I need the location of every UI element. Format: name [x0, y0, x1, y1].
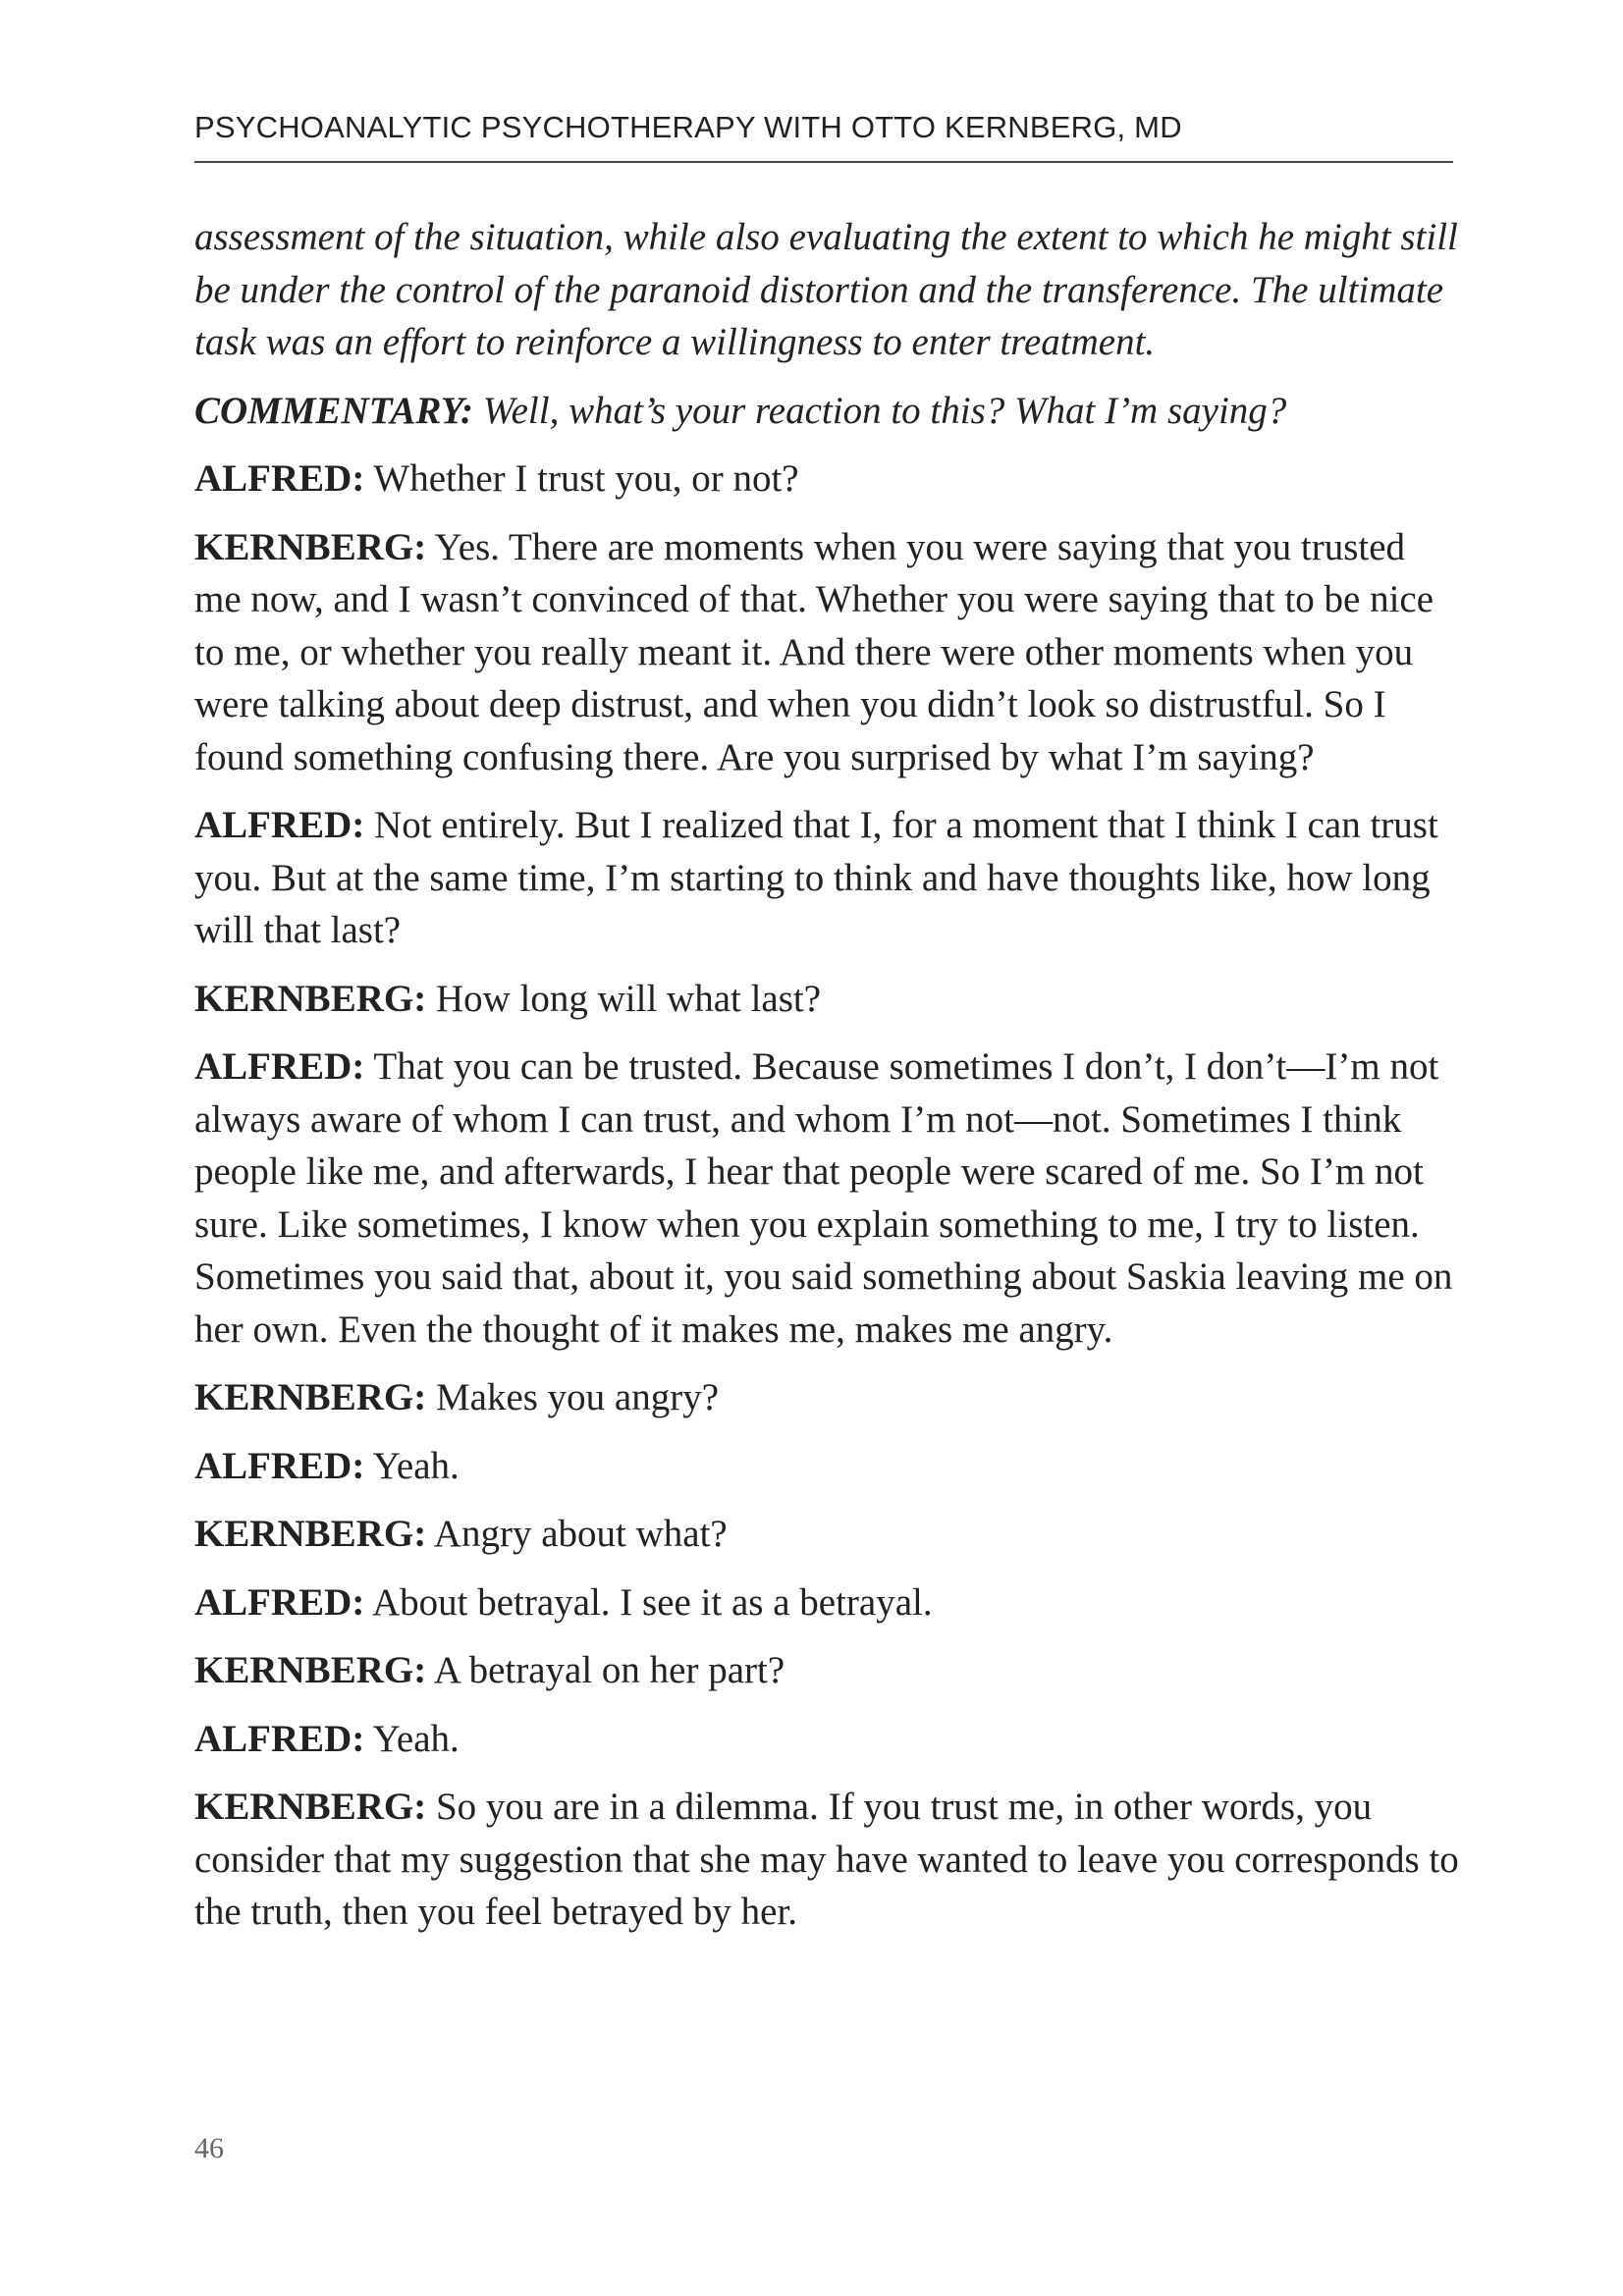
speaker-label: ALFRED:	[194, 1444, 365, 1487]
dialogue-line	[194, 453, 1461, 506]
dialogue-line	[194, 1041, 1461, 1356]
dialogue-line	[194, 799, 1461, 957]
dialogue-text: Yeah.	[364, 1444, 460, 1487]
dialogue-text: How long will what last?	[426, 977, 822, 1020]
dialogue-line	[194, 973, 1461, 1026]
speaker-label: ALFRED:	[194, 457, 365, 500]
speaker-label: KERNBERG:	[194, 1649, 427, 1691]
speaker-label: ALFRED:	[194, 1580, 365, 1624]
speaker-label: KERNBERG:	[194, 1376, 427, 1418]
dialogue-line	[194, 1781, 1461, 1939]
running-head: PSYCHOANALYTIC PSYCHOTHERAPY WITH OTTO KERNBERG, MD	[194, 108, 1453, 163]
commentary-label: COMMENTARY:	[194, 389, 473, 432]
speaker-label: KERNBERG:	[194, 1786, 427, 1828]
dialogue-line	[194, 1644, 1461, 1697]
dialogue-text: A betrayal on her part?	[426, 1649, 785, 1691]
dialogue-line	[194, 1576, 1461, 1629]
dialogue-text: Yes. There are moments when you were saying that you trusted me now, and I wasn’t convinced of that. Whether you were saying that to be nice to me, or whether you really meant it. And there were other moments when you were talking about deep distrust, and when you didn’t look so distrustful. So I found something confusing there. Are you surprised by what I’m saying?	[194, 525, 1434, 778]
speaker-label: ALFRED:	[194, 804, 365, 846]
dialogue-text: That you can be trusted. Because sometimes I don’t, I don’t—I’m not always aware of whom I can trust, and whom I’m not—not. Sometimes I think people like me, and afterwards, I hear that people were scared of me. So I’m not sure. Like sometimes, I know when you explain something to me, I try to listen. Sometimes you said that, about it, you said something about Saskia leaving me on her own. Even the thought of it makes me, makes me angry.	[194, 1045, 1453, 1351]
dialogue-text: Makes you angry?	[426, 1376, 720, 1418]
body-text	[194, 211, 1461, 1954]
page-number: 46	[194, 2132, 224, 2164]
commentary-paragraph	[194, 385, 1461, 438]
dialogue-line	[194, 521, 1461, 784]
speaker-label: ALFRED:	[194, 1045, 365, 1088]
commentary-text: Well, what’s your reaction to this? What I’m saying?	[472, 389, 1287, 432]
dialogue-text: So you are in a dilemma. If you trust me, in other words, you consider that my suggestion that she may have wanted to leave you corresponds to the truth, then you feel betrayed by her.	[194, 1786, 1459, 1933]
speaker-label: ALFRED:	[194, 1717, 365, 1760]
speaker-label: KERNBERG:	[194, 977, 427, 1020]
dialogue-line	[194, 1508, 1461, 1561]
dialogue-text: Not entirely. But I realized that I, for a moment that I think I can trust you. But at the same time, I’m starting to think and have thoughts like, how long will that last?	[194, 804, 1438, 951]
dialogue-text: About betrayal. I see it as a betrayal.	[364, 1580, 933, 1624]
speaker-label: KERNBERG:	[194, 1513, 427, 1555]
dialogue-text: Whether I trust you, or not?	[364, 457, 799, 500]
speaker-label: KERNBERG:	[194, 525, 427, 568]
dialogue-line	[194, 1371, 1461, 1424]
dialogue-line	[194, 1713, 1461, 1766]
dialogue-text: Angry about what?	[426, 1513, 728, 1555]
dialogue-line	[194, 1440, 1461, 1493]
intro-paragraph: assessment of the situation, while also evaluating the extent to which he might still be under the control of the paranoid distortion and the transference. The ultimate task was an effort to reinforce a willingness to enter treatment.	[194, 216, 1458, 363]
dialogue-text: Yeah.	[364, 1717, 460, 1760]
